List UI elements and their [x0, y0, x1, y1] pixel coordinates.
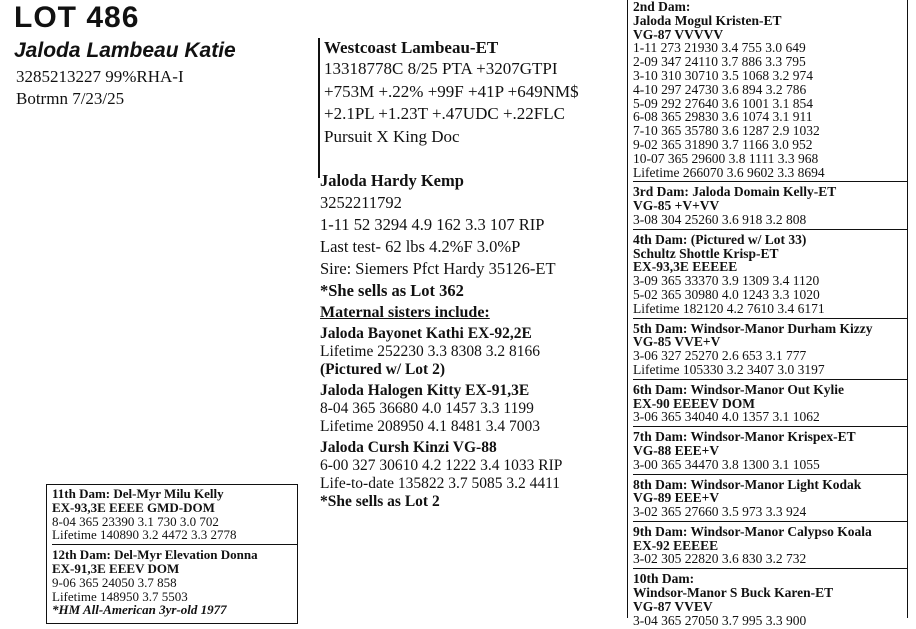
dam-title: Jaloda Mogul Kristen-ET — [633, 12, 782, 28]
dam-title: 11th Dam: Del-Myr Milu Kelly — [52, 486, 224, 501]
maternal-sisters-header: Maternal sisters include: — [320, 304, 490, 321]
dam-title: EX-90 EEEEV DOM — [633, 395, 756, 411]
dam-title: 12th Dam: Del-Myr Elevation Donna — [52, 547, 258, 563]
dam-record: 9-02 365 31890 3.7 1166 3.0 952 — [633, 136, 813, 152]
dam-note: *HM All-American 3yr-old 1977 — [52, 602, 227, 618]
dam-title: VG-87 VVEV — [633, 598, 713, 614]
dam-title: 3rd Dam: Jaloda Domain Kelly-ET — [633, 184, 837, 200]
dam-record: 3-04 365 27050 3.7 995 3.3 900 — [633, 612, 807, 628]
dam-record: 3-02 305 22820 3.6 830 3.2 732 — [633, 551, 807, 567]
sister-entry — [320, 382, 620, 436]
dam-record: Lifetime 105330 3.2 3407 3.0 3197 — [633, 361, 825, 377]
sire-line: +2.1PL +1.23T +.47UDC +.22FLC — [324, 104, 565, 123]
sire-line: 13318778C 8/25 PTA +3207GTPI — [324, 59, 558, 78]
dam-title: 9th Dam: Windsor-Manor Calypso Koala — [633, 523, 872, 539]
dam-title: 7th Dam: Windsor-Manor Krispex-ET — [633, 429, 856, 445]
dam-record: 3-06 365 34040 4.0 1357 3.1 1062 — [633, 409, 820, 425]
dam-title: EX-92 EEEEE — [633, 537, 719, 553]
dam-section — [633, 430, 907, 474]
dam-title: VG-89 EEE+V — [633, 490, 720, 506]
dam-section — [633, 478, 907, 522]
dam-record: 5-02 365 30980 4.0 1243 3.3 1020 — [633, 286, 820, 302]
dam-section — [633, 322, 907, 380]
sire-line: Pursuit X King Doc — [324, 126, 460, 146]
dam-title: 5th Dam: Windsor-Manor Durham Kizzy — [633, 320, 873, 336]
sister-record: Life-to-date 135822 3.7 5085 3.2 4411 — [320, 475, 561, 492]
dam-record: Lifetime 182120 4.2 7610 3.4 6171 — [633, 300, 825, 316]
dam-title: Windsor-Manor S Buck Karen-ET — [633, 585, 834, 601]
dam-section — [633, 0, 907, 182]
dam-section — [633, 185, 907, 229]
dam-title: VG-87 VVVVV — [633, 26, 724, 42]
dam-title: VG-85 VVE+V — [633, 334, 721, 350]
dam-record: 8-04 365 23390 3.1 730 3.0 702 — [52, 513, 219, 529]
dam-title: EX-93,3E EEEE GMD-DOM — [52, 499, 215, 515]
dam-record: 5-09 292 27640 3.6 1001 3.1 854 — [633, 95, 813, 111]
dam-section — [52, 548, 297, 619]
bred-info-line: Botrmn 7/23/25 — [16, 89, 125, 108]
sister-note: (Pictured w/ Lot 2) — [320, 361, 445, 378]
sire-block — [318, 38, 618, 178]
dam-title: 8th Dam: Windsor-Manor Light Kodak — [633, 476, 862, 492]
sister-note: *She sells as Lot 2 — [320, 493, 440, 510]
sister-record: 8-04 365 36680 4.0 1457 3.3 1199 — [320, 400, 534, 417]
pedigree-dams-box — [627, 0, 908, 628]
sister-name: Jaloda Cursh Kinzi VG-88 — [320, 439, 497, 456]
dam-title: Schultz Shottle Krisp-ET — [633, 245, 779, 261]
dam-record: 3-10 310 30710 3.5 1068 3.2 974 — [633, 67, 813, 83]
sister-record: 6-00 327 30610 4.2 1222 3.4 1033 RIP — [320, 457, 563, 474]
sister-entry — [320, 325, 620, 379]
dam-title: 6th Dam: Windsor-Manor Out Kylie — [633, 381, 845, 397]
sister-name: Jaloda Halogen Kitty EX-91,3E — [320, 382, 530, 399]
dam-title: VG-85 +V+VV — [633, 198, 720, 214]
animal-name: Jaloda Lambeau Katie — [14, 39, 236, 62]
dam-record: 2-09 347 24110 3.7 886 3.3 795 — [633, 54, 806, 70]
sister-name: Jaloda Bayonet Kathi EX-92,2E — [320, 325, 532, 342]
dam-block — [320, 170, 620, 302]
dam-record: 10-07 365 29600 3.8 1111 3.3 968 — [633, 150, 819, 166]
dam-title: EX-91,3E EEEV DOM — [52, 560, 180, 576]
dam-sells-note: *She sells as Lot 362 — [320, 281, 464, 300]
dam-section — [633, 572, 907, 629]
maternal-sisters — [320, 304, 620, 511]
dam-record: 1-11 273 21930 3.4 755 3.0 649 — [633, 40, 806, 56]
sister-record: Lifetime 208950 4.1 8481 3.4 7003 — [320, 418, 540, 435]
dam-record: 7-10 365 35780 3.6 1287 2.9 1032 — [633, 123, 820, 139]
dam-section — [52, 487, 297, 545]
dam-record: 3-06 327 25270 2.6 653 3.1 777 — [633, 348, 807, 364]
sister-record: Lifetime 252230 3.3 8308 3.2 8166 — [320, 343, 540, 360]
lot-title: LOT 486 — [14, 1, 140, 34]
dam-record: Lifetime 140890 3.2 4472 3.3 2778 — [52, 527, 237, 543]
dam-line: 3252211792 — [320, 193, 402, 212]
dam-record: 6-08 365 29830 3.6 1074 3.1 911 — [633, 109, 813, 125]
dam-record: 3-08 304 25260 3.6 918 3.2 808 — [633, 211, 807, 227]
dam-record: 9-06 365 24050 3.7 858 — [52, 574, 177, 590]
dam-record: 3-02 365 27660 3.5 973 3.3 924 — [633, 504, 807, 520]
sire-line: +753M +.22% +99F +41P +649NM$ — [324, 81, 579, 101]
dam-section — [633, 383, 907, 427]
dam-record: 3-00 365 34470 3.8 1300 3.1 1055 — [633, 456, 820, 472]
dam-record: 4-10 297 24730 3.6 894 3.2 786 — [633, 81, 807, 97]
dam-record: Lifetime 266070 3.6 9602 3.3 8694 — [633, 164, 825, 180]
dam-title: 2nd Dam: — [633, 0, 691, 14]
dam-line: Sire: Siemers Pfct Hardy 35126-ET — [320, 259, 556, 278]
registration-line: 3285213227 99%RHA-I — [16, 67, 184, 86]
dam-name: Jaloda Hardy Kemp — [320, 171, 464, 190]
dam-title: EX-93,3E EEEEE — [633, 259, 738, 275]
dam-line: Last test- 62 lbs 4.2%F 3.0%P — [320, 237, 521, 256]
sire-name: Westcoast Lambeau-ET — [324, 38, 499, 57]
dam-record: 3-09 365 33370 3.9 1309 3.4 1120 — [633, 273, 820, 289]
ancestor-dams-box — [46, 484, 298, 624]
dam-line: 1-11 52 3294 4.9 162 3.3 107 RIP — [320, 215, 545, 234]
dam-section — [633, 525, 907, 569]
dam-title: VG-88 EEE+V — [633, 442, 720, 458]
dam-title: 4th Dam: (Pictured w/ Lot 33) — [633, 231, 807, 247]
dam-record: Lifetime 148950 3.7 5503 — [52, 588, 188, 604]
sister-entry — [320, 439, 620, 511]
dam-title: 10th Dam: — [633, 571, 695, 587]
dam-section — [633, 233, 907, 319]
